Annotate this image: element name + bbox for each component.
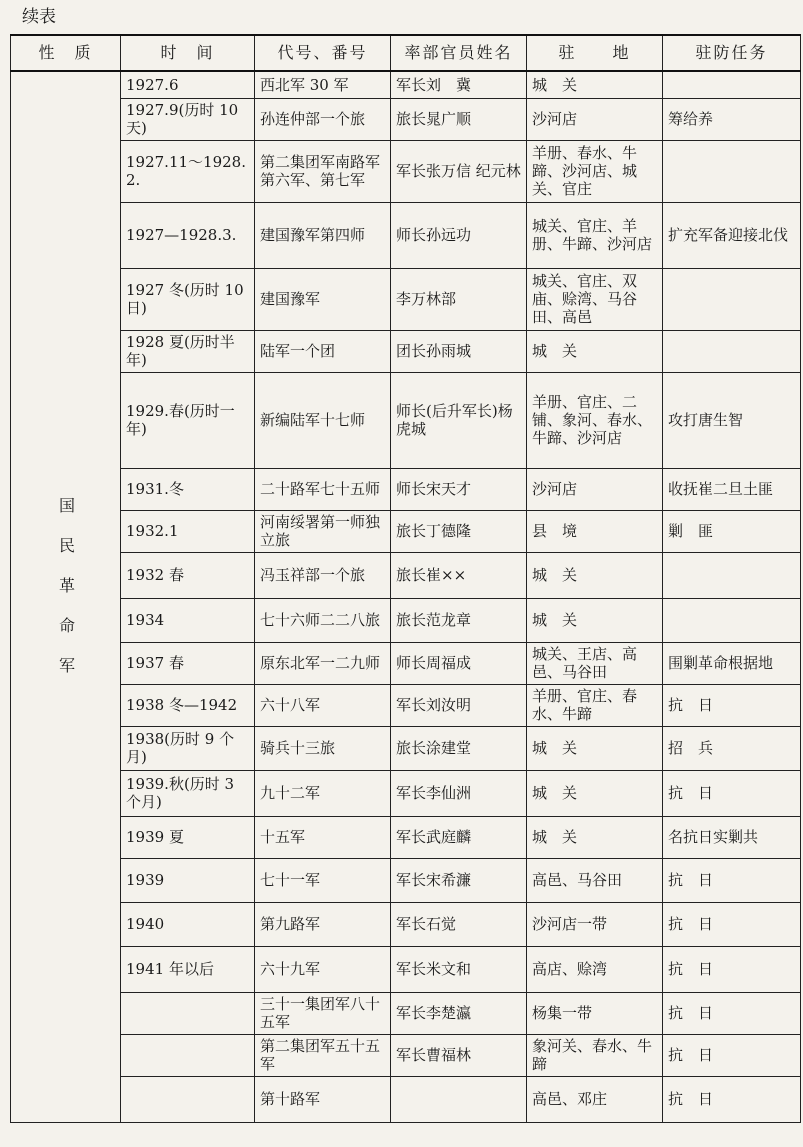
cell-time [121,992,255,1034]
cell-time: 1927.11～1928.2. [121,140,255,202]
cell-location: 高邑、马谷田 [527,858,663,902]
cell-time: 1939 [121,858,255,902]
cell-unit: 孙连仲部一个旅 [255,98,391,140]
table-row [11,992,801,1034]
cell-task: 抗 日 [663,684,801,726]
cell-officer: 军长李仙洲 [391,770,527,816]
cell-time: 1929.春(历时一年) [121,372,255,468]
table-row [11,858,801,902]
cell-task [663,598,801,642]
table-row [11,598,801,642]
cell-unit: 冯玉祥部一个旅 [255,552,391,598]
cell-task [663,140,801,202]
cell-location: 高邑、邓庄 [527,1076,663,1122]
cell-time: 1927.9(历时 10 天) [121,98,255,140]
table-body [11,71,801,1122]
cell-unit: 三十一集团军八十五军 [255,992,391,1034]
cell-time [121,1076,255,1122]
cell-officer: 师长周福成 [391,642,527,684]
table-row [11,372,801,468]
cell-location: 城 关 [527,726,663,770]
cell-officer: 旅长丁德隆 [391,510,527,552]
cell-task: 名抗日实剿共 [663,816,801,858]
cell-location: 城关、官庄、双庙、赊湾、马谷田、高邑 [527,268,663,330]
header-nature: 性 质 [11,35,121,71]
cell-officer: 军长刘汝明 [391,684,527,726]
cell-task: 筹给养 [663,98,801,140]
table-row [11,726,801,770]
table-row [11,268,801,330]
cell-unit: 骑兵十三旅 [255,726,391,770]
table-row [11,510,801,552]
cell-time: 1939.秋(历时 3 个月) [121,770,255,816]
cell-unit: 七十六师二二八旅 [255,598,391,642]
cell-time [121,1034,255,1076]
cell-unit: 河南绥署第一师独立旅 [255,510,391,552]
cell-officer: 师长(后升军长)杨虎城 [391,372,527,468]
cell-task: 抗 日 [663,770,801,816]
cell-time: 1940 [121,902,255,946]
cell-officer: 军长米文和 [391,946,527,992]
cell-location: 城 关 [527,816,663,858]
cell-task: 收抚崔二旦土匪 [663,468,801,510]
cell-task: 抗 日 [663,902,801,946]
table-row [11,684,801,726]
header-row [11,35,801,71]
cell-task: 抗 日 [663,946,801,992]
header-task: 驻防任务 [663,35,801,71]
cell-location: 县 境 [527,510,663,552]
cell-unit: 六十八军 [255,684,391,726]
cell-location: 杨集一带 [527,992,663,1034]
cell-task [663,268,801,330]
cell-location: 城 关 [527,71,663,98]
cell-location: 城关、王店、高邑、马谷田 [527,642,663,684]
cell-officer: 旅长涂建堂 [391,726,527,770]
cell-location: 沙河店一带 [527,902,663,946]
table-row [11,816,801,858]
cell-time: 1927.6 [121,71,255,98]
cell-time: 1937 春 [121,642,255,684]
cell-location: 城 关 [527,330,663,372]
nature-cell: 国民革命军 [11,71,121,1122]
cell-location: 城 关 [527,598,663,642]
table-row [11,902,801,946]
cell-location: 高店、赊湾 [527,946,663,992]
cell-unit: 第二集团军五十五军 [255,1034,391,1076]
table-row [11,642,801,684]
cell-officer: 军长刘 冀 [391,71,527,98]
cell-location: 城 关 [527,770,663,816]
cell-location: 城关、官庄、羊册、牛蹄、沙河店 [527,202,663,268]
cell-officer: 军长石觉 [391,902,527,946]
cell-location: 羊册、春水、牛蹄、沙河店、城关、官庄 [527,140,663,202]
table-row [11,71,801,98]
cell-officer: 团长孙雨城 [391,330,527,372]
table-row [11,770,801,816]
cell-location: 羊册、官庄、春水、牛蹄 [527,684,663,726]
cell-location: 城 关 [527,552,663,598]
cell-time: 1941 年以后 [121,946,255,992]
cell-time: 1931.冬 [121,468,255,510]
table-row [11,552,801,598]
cell-officer: 军长张万信 纪元林 [391,140,527,202]
garrison-table [10,34,801,1123]
cell-time: 1938(历时 9 个月) [121,726,255,770]
cell-officer: 旅长晁广顺 [391,98,527,140]
cell-task: 剿 匪 [663,510,801,552]
cell-task [663,552,801,598]
cell-unit: 九十二军 [255,770,391,816]
cell-task: 攻打唐生智 [663,372,801,468]
cell-unit: 陆军一个团 [255,330,391,372]
cell-unit: 七十一军 [255,858,391,902]
cell-unit: 西北军 30 军 [255,71,391,98]
cell-location: 沙河店 [527,468,663,510]
cell-task: 抗 日 [663,992,801,1034]
cell-task: 围剿革命根据地 [663,642,801,684]
table-row [11,202,801,268]
table-caption: 续表 [22,7,56,27]
cell-task: 抗 日 [663,1076,801,1122]
table-row [11,946,801,992]
cell-officer: 旅长崔×× [391,552,527,598]
cell-unit: 新编陆军十七师 [255,372,391,468]
cell-time: 1938 冬—1942 [121,684,255,726]
table-row [11,468,801,510]
cell-officer: 军长宋希濂 [391,858,527,902]
cell-unit: 第十路军 [255,1076,391,1122]
cell-officer: 师长孙远功 [391,202,527,268]
cell-unit: 第九路军 [255,902,391,946]
cell-unit: 二十路军七十五师 [255,468,391,510]
cell-task [663,330,801,372]
cell-time: 1928 夏(历时半年) [121,330,255,372]
header-location: 驻 地 [527,35,663,71]
cell-location: 羊册、官庄、二铺、象河、春水、牛蹄、沙河店 [527,372,663,468]
cell-time: 1927—1928.3. [121,202,255,268]
cell-time: 1934 [121,598,255,642]
cell-time: 1927 冬(历时 10 日) [121,268,255,330]
table-row [11,330,801,372]
cell-task: 扩充军备迎接北伐 [663,202,801,268]
cell-unit: 十五军 [255,816,391,858]
cell-time: 1939 夏 [121,816,255,858]
header-unit: 代号、番号 [255,35,391,71]
cell-unit: 第二集团军南路军第六军、第七军 [255,140,391,202]
cell-unit: 建国豫军 [255,268,391,330]
table-row [11,1034,801,1076]
cell-officer: 师长宋天才 [391,468,527,510]
cell-task: 抗 日 [663,858,801,902]
cell-task: 招 兵 [663,726,801,770]
cell-task: 抗 日 [663,1034,801,1076]
table-row [11,140,801,202]
table-row [11,1076,801,1122]
cell-officer: 军长李楚瀛 [391,992,527,1034]
cell-unit: 建国豫军第四师 [255,202,391,268]
cell-officer [391,1076,527,1122]
cell-unit: 原东北军一二九师 [255,642,391,684]
cell-officer: 军长武庭麟 [391,816,527,858]
header-officer: 率部官员姓名 [391,35,527,71]
cell-time: 1932.1 [121,510,255,552]
cell-unit: 六十九军 [255,946,391,992]
table-row [11,98,801,140]
cell-time: 1932 春 [121,552,255,598]
header-time: 时 间 [121,35,255,71]
cell-officer: 旅长范龙章 [391,598,527,642]
cell-location: 沙河店 [527,98,663,140]
cell-task [663,71,801,98]
cell-officer: 军长曹福林 [391,1034,527,1076]
cell-officer: 李万林部 [391,268,527,330]
cell-location: 象河关、春水、牛蹄 [527,1034,663,1076]
